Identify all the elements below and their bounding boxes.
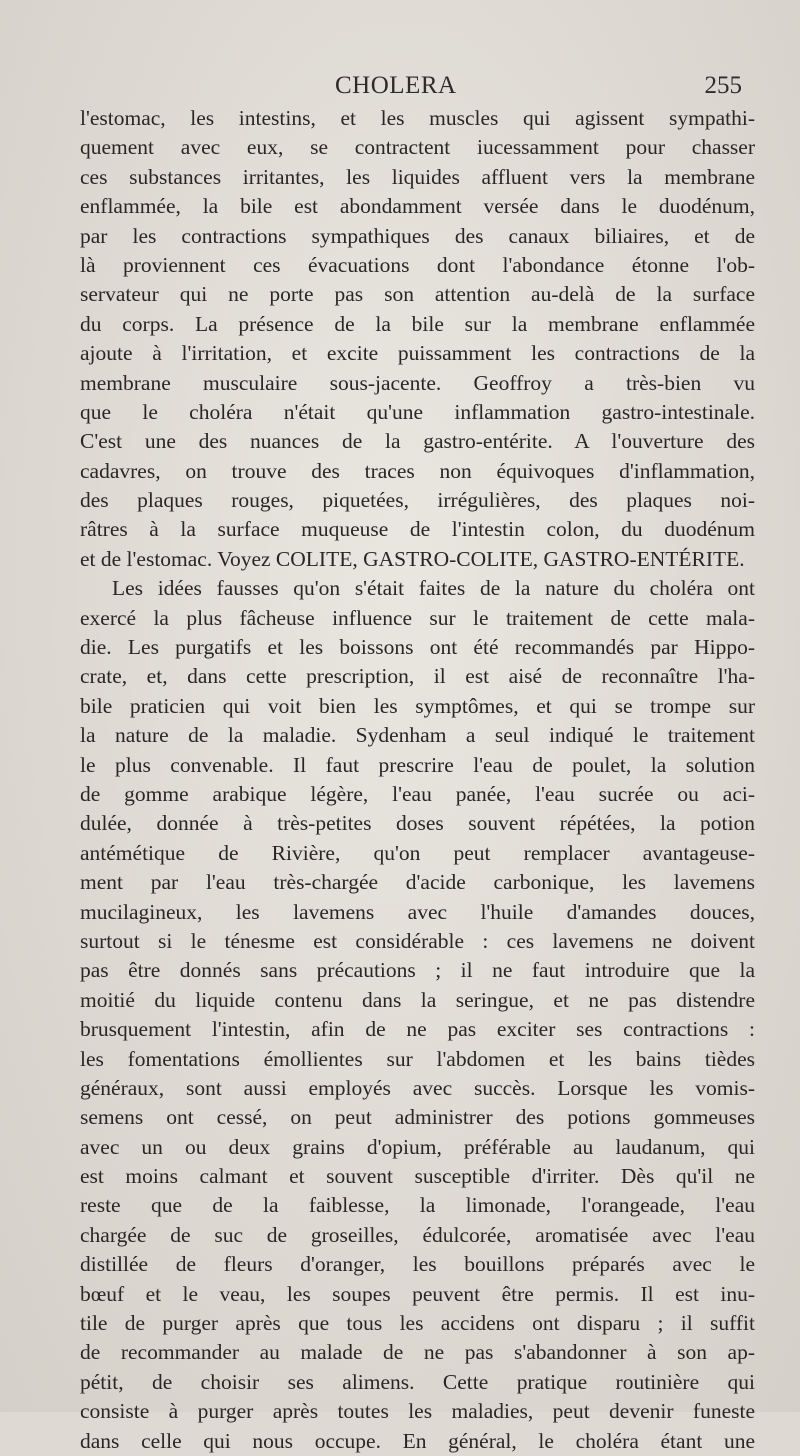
text-line: par les contractions sympathiques des canaux biliaires, et de (80, 223, 755, 248)
text-line: die. Les purgatifs et les boissons ont été recommandés par Hippo- (80, 635, 755, 660)
text-line: du corps. La présence de la bile sur la membrane enflammée (80, 311, 755, 336)
text-line: l'estomac, les intestins, et les muscles qui agissent sympathi- (80, 106, 755, 130)
text-line: de recommander au malade de ne pas s'abandonner à son ap- (80, 1340, 755, 1365)
text-line: membrane musculaire sous-jacente. Geoffroy a très-bien vu (80, 370, 755, 395)
body-text (80, 104, 755, 1456)
text-line: la nature de la maladie. Sydenham a seul indiqué le traitement (80, 723, 755, 748)
text-line: moitié du liquide contenu dans la seringue, et ne pas distendre (80, 987, 755, 1012)
text-line: distillée de fleurs d'oranger, les bouillons préparés avec le (80, 1252, 755, 1277)
text-line: mucilagineux, les lavemens avec l'huile d'amandes douces, (80, 899, 755, 924)
text-line: antémétique de Rivière, qu'on peut remplacer avantageuse- (80, 840, 755, 865)
text-line: crate, et, dans cette prescription, il est aisé de reconnaître l'ha- (80, 664, 755, 689)
text-line: ajoute à l'irritation, et excite puissamment les contractions de la (80, 341, 755, 366)
text-line: tile de purger après que tous les accidens ont disparu ; il suffit (80, 1311, 755, 1336)
text-line: et de l'estomac. Voyez COLITE, GASTRO-COLITE, GASTRO-ENTÉRITE. (80, 546, 745, 571)
text-line: C'est une des nuances de la gastro-entérite. A l'ouverture des (80, 429, 755, 454)
text-line: Les idées fausses qu'on s'était faites de la nature du choléra ont (112, 576, 755, 601)
text-line: dans celle qui nous occupe. En général, le choléra étant une (80, 1428, 755, 1453)
page-number: 255 (704, 72, 742, 99)
text-line: que le choléra n'était qu'une inflammation gastro-intestinale. (80, 399, 755, 424)
text-line: semens ont cessé, on peut administrer des potions gommeuses (80, 1105, 755, 1130)
text-line: brusquement l'intestin, afin de ne pas exciter ses contractions : (80, 1017, 755, 1042)
text-line: consiste à purger après toutes les maladies, peut devenir funeste (80, 1399, 755, 1424)
text-line: le plus convenable. Il faut prescrire l'eau de poulet, la solution (80, 752, 755, 777)
text-line: servateur qui ne porte pas son attention au-delà de la surface (80, 282, 755, 307)
text-line: les fomentations émollientes sur l'abdomen et les bains tièdes (80, 1046, 755, 1071)
text-line: là proviennent ces évacuations dont l'abondance étonne l'ob- (80, 252, 755, 277)
text-line: pas être donnés sans précautions ; il ne faut introduire que la (80, 958, 755, 983)
text-line: quement avec eux, se contractent iucessamment pour chasser (80, 135, 755, 160)
page-title: CHOLERA (335, 72, 457, 99)
text-line: avec un ou deux grains d'opium, préférable au laudanum, qui (80, 1134, 755, 1159)
text-line: de gomme arabique légère, l'eau panée, l'eau sucrée ou aci- (80, 781, 755, 806)
text-line: bœuf et le veau, les soupes peuvent être permis. Il est inu- (80, 1281, 755, 1306)
text-line: râtres à la surface muqueuse de l'intestin colon, du duodénum (80, 517, 755, 542)
text-line: surtout si le ténesme est considérable : ces lavemens ne doivent (80, 928, 755, 953)
text-line: dulée, donnée à très-petites doses souvent répétées, la potion (80, 811, 755, 836)
text-line: bile praticien qui voit bien les symptômes, et qui se trompe sur (80, 693, 755, 718)
text-line: pétit, de choisir ses alimens. Cette pratique routinière qui (80, 1369, 755, 1394)
text-line: enflammée, la bile est abondamment versée dans le duodénum, (80, 194, 755, 219)
text-line: généraux, sont aussi employés avec succès. Lorsque les vomis- (80, 1075, 755, 1100)
text-line: est moins calmant et souvent susceptible d'irriter. Dès qu'il ne (80, 1164, 755, 1189)
text-line: chargée de suc de groseilles, édulcorée, aromatisée avec l'eau (80, 1222, 755, 1247)
text-line: exercé la plus fâcheuse influence sur le traitement de cette mala- (80, 605, 755, 630)
text-line: reste que de la faiblesse, la limonade, l'orangeade, l'eau (80, 1193, 755, 1218)
text-line: cadavres, on trouve des traces non équivoques d'inflammation, (80, 458, 755, 483)
text-line: ces substances irritantes, les liquides affluent vers la membrane (80, 164, 755, 189)
text-line: ment par l'eau très-chargée d'acide carbonique, les lavemens (80, 870, 755, 895)
text-line: des plaques rouges, piquetées, irrégulières, des plaques noi- (80, 488, 755, 513)
running-head (80, 72, 750, 106)
